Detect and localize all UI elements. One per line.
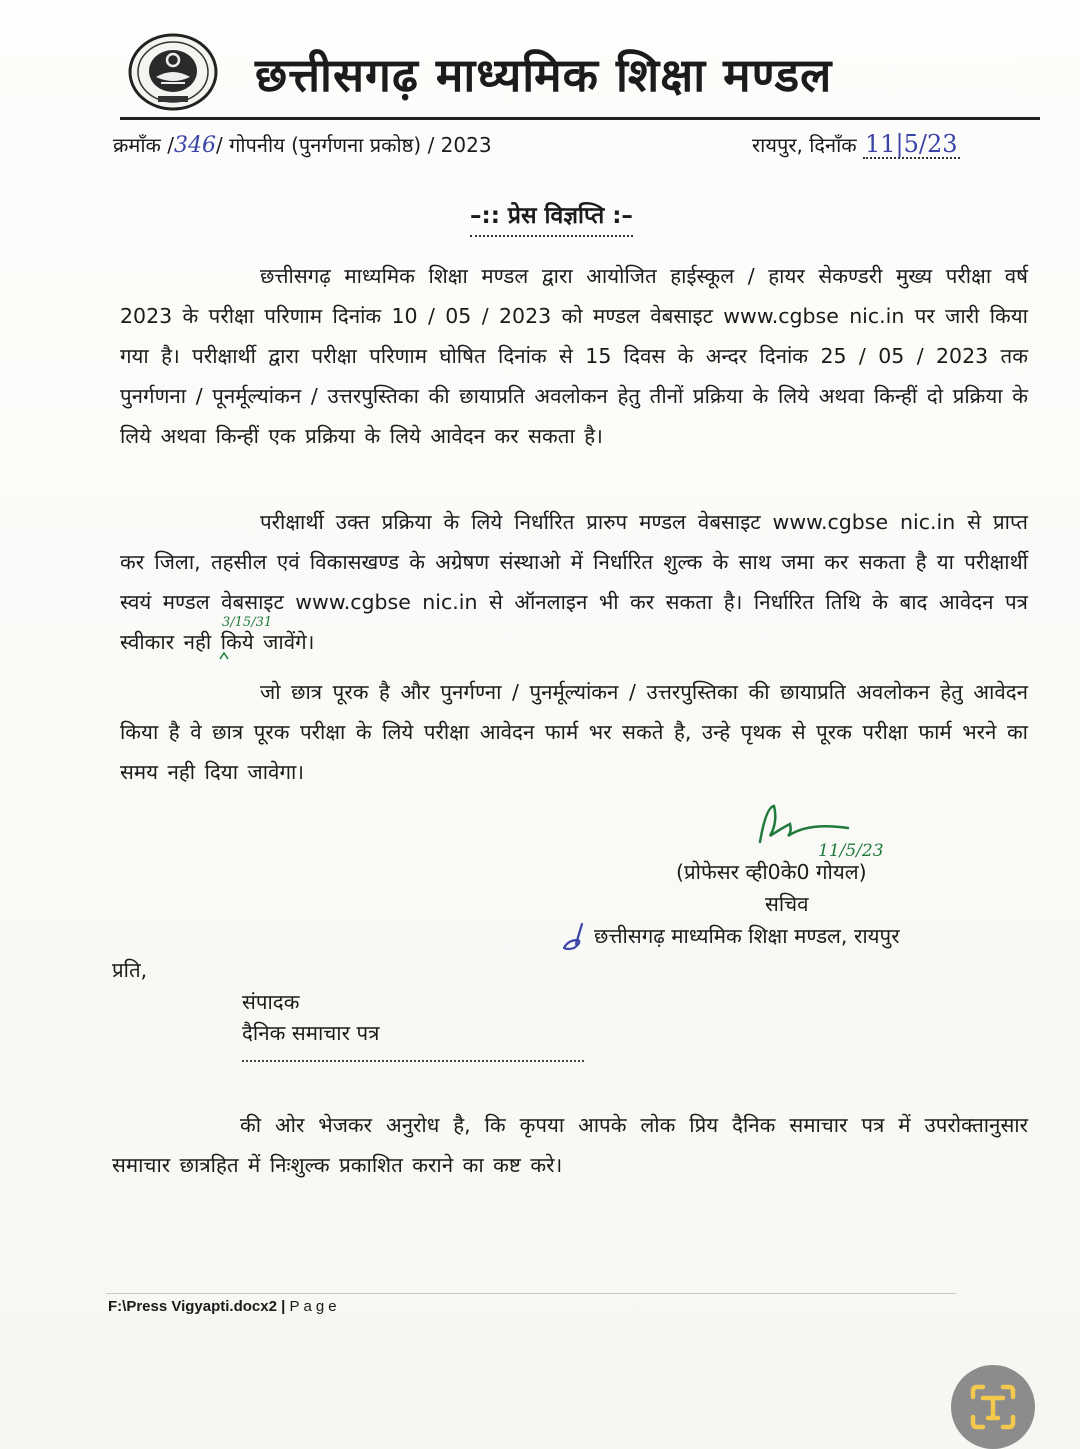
footer-divider: [106, 1293, 956, 1294]
recipient-blank-line: [242, 1060, 584, 1062]
reference-number: [113, 128, 492, 163]
header-divider: [120, 117, 1040, 120]
body-paragraph-2: परीक्षार्थी उक्त प्रक्रिया के लिये निर्धारित प्रारुप मण्डल वेबसाइट www.cgbse nic.in से प्राप्त कर जिला, तहसील एवं विकासखण्ड के अग्रेषण संस्थाओ में निर्धारित शुल्क के साथ जमा कर सकता है या परीक्षार्थी स्वयं मण्डल वेबसाइट www.cgbse nic.in से ऑनलाइन भी कर सकता है। निर्धारित तिथि के बाद आवेदन पत्र स्वीकार नही किये जावेंगे।: [120, 510, 1028, 654]
recipient-line-editor: संपादक: [242, 990, 300, 1014]
signatory-designation: सचिव: [765, 892, 809, 916]
handwritten-date: 11|5/23: [865, 130, 958, 158]
recipient-line-newspaper: दैनिक समाचार पत्र: [242, 1021, 380, 1045]
body-paragraph-1: छत्तीसगढ़ माध्यमिक शिक्षा मण्डल द्वारा आयोजित हाईस्कूल / हायर सेकण्डरी मुख्य परीक्षा वर्ष 2023 के परीक्षा परिणाम दिनांक 10 / 05 / 2023 को मण्डल वेबसाइट www.cgbse nic.in पर जारी किया गया है। परीक्षार्थी द्वारा परीक्षा परिणाम घोषित दिनांक से 15 दिवस के अन्दर दिनांक 25 / 05 / 2023 तक पुनर्गणना / पूनर्मूल्यांकन / उत्तरपुस्तिका की छायाप्रति अवलोकन हेतु तीनों प्रक्रिया के लिये अथवा किन्हीं दो प्रक्रिया के लिये अथवा किन्हीं एक प्रक्रिया के लिये आवेदन कर सकता है।: [120, 264, 1028, 448]
board-logo: [128, 33, 218, 111]
insertion-caret-icon: [219, 652, 229, 660]
reference-handwritten-number: 346: [173, 133, 216, 158]
press-release-heading: –:: प्रेस विज्ञप्ति :–: [470, 198, 633, 237]
place-date-label: रायपुर, दिनाँक: [752, 133, 857, 157]
emblem-icon: [128, 33, 218, 111]
scan-text-button[interactable]: [951, 1365, 1035, 1449]
handwritten-annotation: 3/15/31: [222, 615, 273, 630]
body-paragraph-3: जो छात्र पूरक है और पुनर्गण्ना / पुनर्मूल्यांकन / उत्तरपुस्तिका की छायाप्रति अवलोकन हेतु आवेदन किया है वे छात्र पूरक परीक्षा के लिये परीक्षा आवेदन फार्म भर सकते है, उन्हे पृथक से पूरक परीक्षा फार्म भरने का समय नही दिया जावेगा।: [120, 680, 1028, 784]
place-date: [752, 128, 960, 162]
recipient-label: प्रति,: [112, 958, 148, 982]
text-scan-icon: [951, 1365, 1035, 1449]
blue-tick-mark-icon: [560, 922, 594, 952]
reference-prefix: क्रमाँक /: [113, 133, 174, 157]
signatory-name: (प्रोफेसर व्ही0के0 गोयल): [676, 860, 867, 884]
footer-file-path: F:\Press Vigyapti.docx2 | Page: [108, 1298, 341, 1315]
signatory-organization: छत्तीसगढ़ माध्यमिक शिक्षा मण्डल, रायपुर: [560, 918, 900, 954]
organization-title: छत्तीसगढ़ माध्यमिक शिक्षा मण्डल: [255, 48, 833, 102]
footer-page-label: Page: [289, 1298, 341, 1315]
reference-suffix: / गोपनीय (पुनर्गणना प्रकोष्ठ) / 2023: [215, 133, 492, 157]
svg-text:11/5/23: 11/5/23: [818, 841, 884, 861]
closing-paragraph: की ओर भेजकर अनुरोध है, कि कृपया आपके लोक प्रिय दैनिक समाचार पत्र में उपरोक्तानुसार समाचार छात्रहित में निःशुल्क प्रकाशित कराने का कष्ट करे।: [112, 1113, 1028, 1177]
